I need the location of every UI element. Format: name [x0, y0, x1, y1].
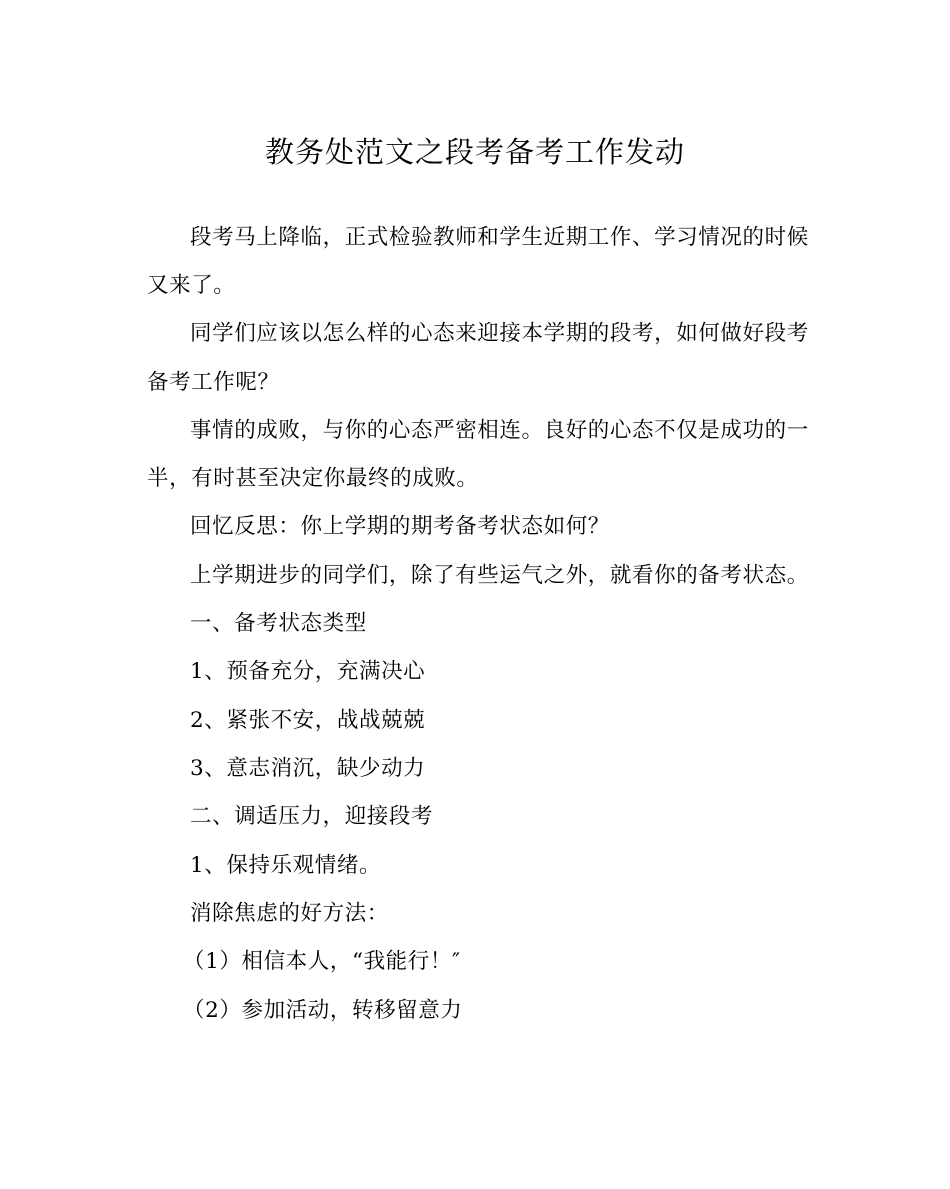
list-item: 3、意志消沉，缺少动力	[190, 756, 426, 781]
paragraph-line: 半，有时甚至决定你最终的成败。	[147, 466, 479, 491]
list-item: 1、保持乐观情绪。	[190, 853, 382, 878]
document-title: 教务处范文之段考备考工作发动	[264, 135, 685, 169]
paragraph-line: 上学期进步的同学们，除了有些运气之外，就看你的备考状态。	[190, 563, 809, 588]
list-item: （1）相信本人，“我能行！″	[183, 949, 461, 974]
paragraph-line: 又来了。	[147, 273, 236, 298]
section-heading: 二、调适压力，迎接段考	[190, 804, 434, 829]
paragraph-line: 同学们应该以怎么样的心态来迎接本学期的段考，如何做好段考	[190, 321, 809, 346]
list-item: （2）参加活动，转移留意力	[183, 998, 463, 1023]
paragraph-line: 备考工作呢？	[147, 370, 280, 395]
paragraph-line: 事情的成败，与你的心态严密相连。良好的心态不仅是成功的一	[190, 418, 809, 443]
paragraph-line: 消除焦虑的好方法：	[190, 901, 389, 926]
section-heading: 一、备考状态类型	[190, 611, 367, 636]
paragraph-line: 段考马上降临，正式检验教师和学生近期工作、学习情况的时候	[190, 225, 809, 250]
list-item: 1、预备充分，充满决心	[190, 659, 426, 684]
list-item: 2、紧张不安，战战兢兢	[190, 708, 426, 733]
paragraph-line: 回忆反思：你上学期的期考备考状态如何？	[190, 514, 610, 539]
